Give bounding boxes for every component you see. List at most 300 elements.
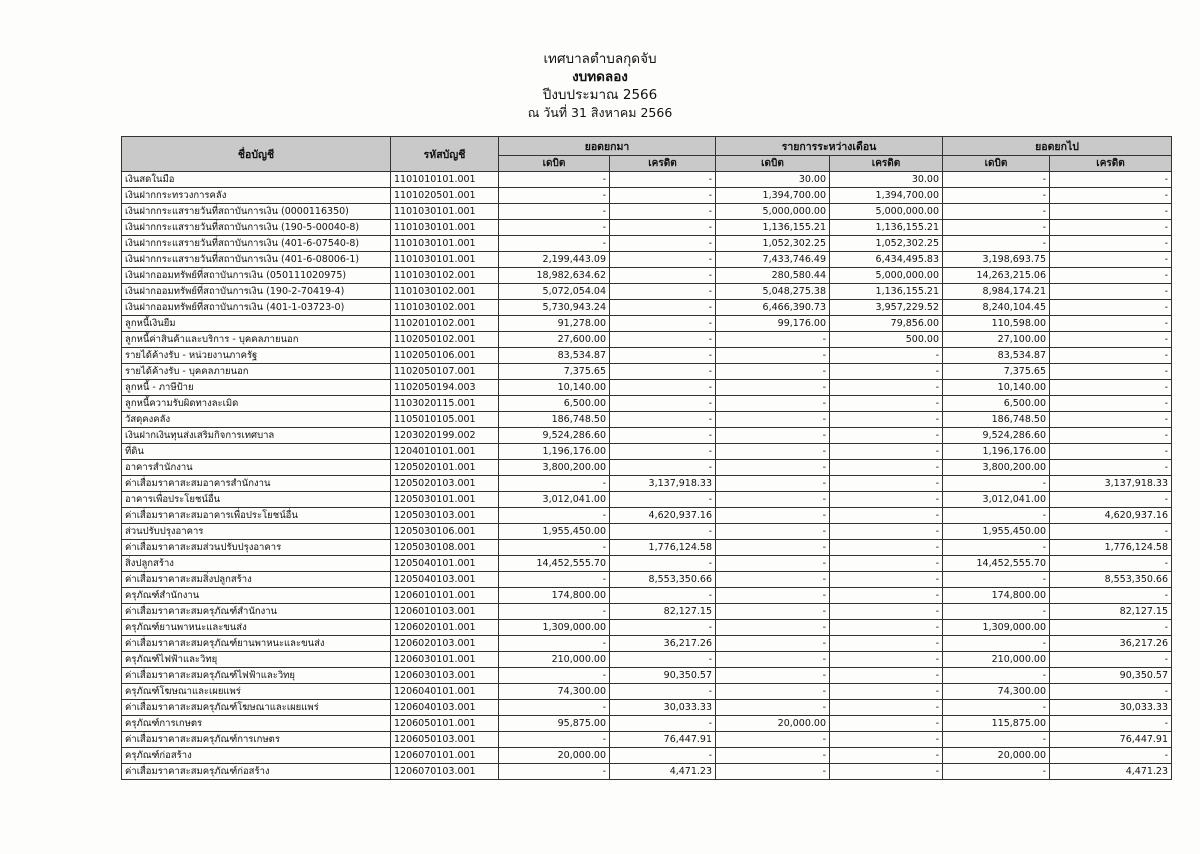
account-name-cell: ส่วนปรับปรุงอาคาร (122, 524, 391, 540)
month-debit-cell: - (716, 524, 830, 540)
account-name-cell: ลูกหนี้เงินยืม (122, 316, 391, 332)
account-name-cell: เงินฝากกระแสรายวันที่สถาบันการเงิน (0000116350) (122, 204, 391, 220)
header-during-month: รายการระหว่างเดือน (716, 137, 943, 156)
month-debit-cell: - (716, 684, 830, 700)
bf-debit-cell: 1,955,450.00 (499, 524, 610, 540)
month-debit-cell: - (716, 364, 830, 380)
table-row (122, 732, 1172, 748)
bf-credit-cell: - (610, 380, 716, 396)
header-bf-credit: เครดิต (610, 156, 716, 172)
table-row (122, 268, 1172, 284)
bf-debit-cell: - (499, 220, 610, 236)
bf-credit-cell: - (610, 268, 716, 284)
table-row (122, 508, 1172, 524)
account-name-cell: ลูกหนี้ - ภาษีป้าย (122, 380, 391, 396)
month-credit-cell: - (830, 572, 943, 588)
bf-credit-cell: - (610, 556, 716, 572)
account-code-cell: 1205030106.001 (391, 524, 499, 540)
month-debit-cell: - (716, 396, 830, 412)
cf-credit-cell: - (1050, 716, 1172, 732)
month-credit-cell: - (830, 700, 943, 716)
cf-debit-cell: - (943, 172, 1050, 188)
bf-debit-cell: - (499, 636, 610, 652)
cf-credit-cell: - (1050, 252, 1172, 268)
cf-debit-cell: 186,748.50 (943, 412, 1050, 428)
table-body (122, 172, 1172, 780)
account-name-cell: ค่าเสื่อมราคาสะสมสิ่งปลูกสร้าง (122, 572, 391, 588)
account-name-cell: ครุภัณฑ์การเกษตร (122, 716, 391, 732)
account-name-cell: เงินฝากกระทรวงการคลัง (122, 188, 391, 204)
month-credit-cell: 3,957,229.52 (830, 300, 943, 316)
month-debit-cell: - (716, 332, 830, 348)
table-row (122, 252, 1172, 268)
month-debit-cell: - (716, 764, 830, 780)
bf-credit-cell: - (610, 588, 716, 604)
bf-debit-cell: - (499, 668, 610, 684)
cf-credit-cell: - (1050, 588, 1172, 604)
cf-debit-cell: - (943, 188, 1050, 204)
month-credit-cell: 1,136,155.21 (830, 220, 943, 236)
month-debit-cell: - (716, 572, 830, 588)
table-row (122, 444, 1172, 460)
account-name-cell: สิ่งปลูกสร้าง (122, 556, 391, 572)
month-credit-cell: - (830, 476, 943, 492)
bf-debit-cell: - (499, 764, 610, 780)
account-code-cell: 1206070103.001 (391, 764, 499, 780)
table-row (122, 572, 1172, 588)
bf-debit-cell: 7,375.65 (499, 364, 610, 380)
cf-debit-cell: 7,375.65 (943, 364, 1050, 380)
month-debit-cell: - (716, 428, 830, 444)
account-name-cell: เงินฝากออมทรัพย์ที่สถาบันการเงิน (190-2-70419-4) (122, 284, 391, 300)
table-row (122, 380, 1172, 396)
bf-credit-cell: - (610, 188, 716, 204)
cf-debit-cell: 74,300.00 (943, 684, 1050, 700)
bf-credit-cell: 4,471.23 (610, 764, 716, 780)
bf-debit-cell: - (499, 508, 610, 524)
bf-debit-cell: 5,072,054.04 (499, 284, 610, 300)
month-debit-cell: - (716, 412, 830, 428)
bf-debit-cell: 1,196,176.00 (499, 444, 610, 460)
account-name-cell: เงินฝากกระแสรายวันที่สถาบันการเงิน (190-5-00040-8) (122, 220, 391, 236)
month-credit-cell: - (830, 348, 943, 364)
table-row (122, 652, 1172, 668)
cf-debit-cell: 6,500.00 (943, 396, 1050, 412)
table-row (122, 748, 1172, 764)
account-code-cell: 1206040101.001 (391, 684, 499, 700)
month-credit-cell: - (830, 428, 943, 444)
cf-debit-cell: - (943, 236, 1050, 252)
cf-debit-cell: - (943, 540, 1050, 556)
bf-credit-cell: 76,447.91 (610, 732, 716, 748)
bf-debit-cell: - (499, 204, 610, 220)
table-row (122, 540, 1172, 556)
table-row (122, 428, 1172, 444)
account-name-cell: ค่าเสื่อมราคาสะสมครุภัณฑ์ยานพาหนะและขนส่ง (122, 636, 391, 652)
bf-debit-cell: 74,300.00 (499, 684, 610, 700)
month-debit-cell: - (716, 620, 830, 636)
bf-debit-cell: 20,000.00 (499, 748, 610, 764)
table-row (122, 492, 1172, 508)
month-debit-cell: 5,048,275.38 (716, 284, 830, 300)
month-debit-cell: - (716, 492, 830, 508)
header-account-name: ชื่อบัญชี (122, 137, 391, 172)
month-debit-cell: - (716, 700, 830, 716)
month-credit-cell: - (830, 748, 943, 764)
cf-debit-cell: 115,875.00 (943, 716, 1050, 732)
bf-credit-cell: - (610, 348, 716, 364)
account-code-cell: 1101030101.001 (391, 204, 499, 220)
table-row (122, 684, 1172, 700)
account-code-cell: 1101030101.001 (391, 252, 499, 268)
bf-credit-cell: - (610, 396, 716, 412)
month-debit-cell: - (716, 652, 830, 668)
cf-debit-cell: 8,240,104.45 (943, 300, 1050, 316)
month-credit-cell: - (830, 540, 943, 556)
header-brought-forward: ยอดยกมา (499, 137, 716, 156)
account-code-cell: 1206050103.001 (391, 732, 499, 748)
month-debit-cell: - (716, 444, 830, 460)
cf-credit-cell: 82,127.15 (1050, 604, 1172, 620)
table-row (122, 332, 1172, 348)
account-name-cell: ค่าเสื่อมราคาสะสมอาคารเพื่อประโยชน์อื่น (122, 508, 391, 524)
header-row-groups (122, 137, 1172, 156)
table-row (122, 236, 1172, 252)
account-code-cell: 1206030101.001 (391, 652, 499, 668)
account-code-cell: 1105010105.001 (391, 412, 499, 428)
report-header (0, 50, 1200, 122)
month-credit-cell: - (830, 684, 943, 700)
month-credit-cell: - (830, 764, 943, 780)
month-credit-cell: 1,394,700.00 (830, 188, 943, 204)
month-debit-cell: 30.00 (716, 172, 830, 188)
month-credit-cell: 5,000,000.00 (830, 268, 943, 284)
table-row (122, 460, 1172, 476)
month-credit-cell: 5,000,000.00 (830, 204, 943, 220)
bf-debit-cell: - (499, 476, 610, 492)
document-title: งบทดลอง (572, 69, 628, 85)
cf-credit-cell: - (1050, 220, 1172, 236)
bf-debit-cell: 3,800,200.00 (499, 460, 610, 476)
month-credit-cell: - (830, 604, 943, 620)
account-name-cell: ค่าเสื่อมราคาสะสมครุภัณฑ์ไฟฟ้าและวิทยุ (122, 668, 391, 684)
table-row (122, 588, 1172, 604)
month-debit-cell: 99,176.00 (716, 316, 830, 332)
bf-credit-cell: 1,776,124.58 (610, 540, 716, 556)
bf-debit-cell: 18,982,634.62 (499, 268, 610, 284)
month-debit-cell: - (716, 460, 830, 476)
bf-debit-cell: 91,278.00 (499, 316, 610, 332)
cf-credit-cell: 8,553,350.66 (1050, 572, 1172, 588)
cf-credit-cell: 90,350.57 (1050, 668, 1172, 684)
cf-debit-cell: 14,452,555.70 (943, 556, 1050, 572)
month-debit-cell: - (716, 540, 830, 556)
account-name-cell: ค่าเสื่อมราคาสะสมครุภัณฑ์การเกษตร (122, 732, 391, 748)
cf-debit-cell: - (943, 604, 1050, 620)
account-code-cell: 1206070101.001 (391, 748, 499, 764)
cf-credit-cell: - (1050, 428, 1172, 444)
bf-debit-cell: 186,748.50 (499, 412, 610, 428)
cf-credit-cell: - (1050, 444, 1172, 460)
table-row (122, 620, 1172, 636)
account-name-cell: ค่าเสื่อมราคาสะสมอาคารสำนักงาน (122, 476, 391, 492)
cf-debit-cell: - (943, 572, 1050, 588)
cf-debit-cell: - (943, 636, 1050, 652)
cf-credit-cell: - (1050, 556, 1172, 572)
account-code-cell: 1103020115.001 (391, 396, 499, 412)
bf-credit-cell: 36,217.26 (610, 636, 716, 652)
cf-credit-cell: 4,620,937.16 (1050, 508, 1172, 524)
account-name-cell: ครุภัณฑ์สำนักงาน (122, 588, 391, 604)
fiscal-year: ปีงบประมาณ 2566 (542, 87, 658, 103)
cf-credit-cell: - (1050, 620, 1172, 636)
bf-debit-cell: 210,000.00 (499, 652, 610, 668)
table-row (122, 636, 1172, 652)
cf-credit-cell: 36,217.26 (1050, 636, 1172, 652)
month-credit-cell: 1,052,302.25 (830, 236, 943, 252)
cf-credit-cell: - (1050, 380, 1172, 396)
account-name-cell: ที่ดิน (122, 444, 391, 460)
cf-debit-cell: 1,196,176.00 (943, 444, 1050, 460)
bf-credit-cell: - (610, 620, 716, 636)
bf-credit-cell: - (610, 412, 716, 428)
month-credit-cell: - (830, 716, 943, 732)
cf-debit-cell: 3,198,693.75 (943, 252, 1050, 268)
account-code-cell: 1206030103.001 (391, 668, 499, 684)
header-carried-forward: ยอดยกไป (943, 137, 1172, 156)
bf-credit-cell: - (610, 444, 716, 460)
cf-debit-cell: 9,524,286.60 (943, 428, 1050, 444)
account-code-cell: 1205020101.001 (391, 460, 499, 476)
bf-credit-cell: - (610, 204, 716, 220)
account-code-cell: 1101030101.001 (391, 236, 499, 252)
account-code-cell: 1206010103.001 (391, 604, 499, 620)
table-row (122, 396, 1172, 412)
account-code-cell: 1203020199.002 (391, 428, 499, 444)
cf-credit-cell: 30,033.33 (1050, 700, 1172, 716)
account-name-cell: ครุภัณฑ์โฆษณาและเผยแพร่ (122, 684, 391, 700)
account-code-cell: 1102050102.001 (391, 332, 499, 348)
bf-credit-cell: - (610, 220, 716, 236)
bf-debit-cell: 174,800.00 (499, 588, 610, 604)
account-code-cell: 1206050101.001 (391, 716, 499, 732)
bf-debit-cell: - (499, 188, 610, 204)
cf-credit-cell: - (1050, 748, 1172, 764)
month-credit-cell: - (830, 364, 943, 380)
month-debit-cell: - (716, 348, 830, 364)
cf-debit-cell: - (943, 220, 1050, 236)
bf-credit-cell: 8,553,350.66 (610, 572, 716, 588)
bf-credit-cell: - (610, 332, 716, 348)
header-cf-credit: เครดิต (1050, 156, 1172, 172)
bf-debit-cell: - (499, 700, 610, 716)
month-credit-cell: 30.00 (830, 172, 943, 188)
account-code-cell: 1101030101.001 (391, 220, 499, 236)
month-credit-cell: - (830, 620, 943, 636)
month-debit-cell: 1,136,155.21 (716, 220, 830, 236)
account-name-cell: วัสดุคงคลัง (122, 412, 391, 428)
cf-debit-cell: - (943, 668, 1050, 684)
cf-debit-cell: - (943, 508, 1050, 524)
month-credit-cell: - (830, 396, 943, 412)
account-name-cell: ค่าเสื่อมราคาสะสมครุภัณฑ์ก่อสร้าง (122, 764, 391, 780)
cf-debit-cell: - (943, 476, 1050, 492)
month-credit-cell: - (830, 412, 943, 428)
account-code-cell: 1204010101.001 (391, 444, 499, 460)
account-code-cell: 1102050106.001 (391, 348, 499, 364)
account-name-cell: ลูกหนี้ความรับผิดทางละเมิด (122, 396, 391, 412)
month-debit-cell: - (716, 732, 830, 748)
cf-credit-cell: - (1050, 396, 1172, 412)
table-row (122, 716, 1172, 732)
account-code-cell: 1206040103.001 (391, 700, 499, 716)
table-row (122, 476, 1172, 492)
account-name-cell: ครุภัณฑ์ไฟฟ้าและวิทยุ (122, 652, 391, 668)
cf-debit-cell: 1,309,000.00 (943, 620, 1050, 636)
account-name-cell: ครุภัณฑ์ก่อสร้าง (122, 748, 391, 764)
bf-credit-cell: 3,137,918.33 (610, 476, 716, 492)
month-debit-cell: 1,394,700.00 (716, 188, 830, 204)
month-debit-cell: - (716, 556, 830, 572)
month-credit-cell: - (830, 380, 943, 396)
bf-credit-cell: - (610, 172, 716, 188)
bf-credit-cell: - (610, 492, 716, 508)
bf-credit-cell: - (610, 748, 716, 764)
cf-credit-cell: - (1050, 524, 1172, 540)
account-code-cell: 1206010101.001 (391, 588, 499, 604)
month-credit-cell: - (830, 556, 943, 572)
bf-credit-cell: 82,127.15 (610, 604, 716, 620)
bf-credit-cell: 90,350.57 (610, 668, 716, 684)
cf-debit-cell: 27,100.00 (943, 332, 1050, 348)
table-row (122, 524, 1172, 540)
cf-debit-cell: - (943, 764, 1050, 780)
month-debit-cell: - (716, 508, 830, 524)
bf-debit-cell: - (499, 732, 610, 748)
cf-credit-cell: - (1050, 348, 1172, 364)
account-name-cell: ลูกหนี้ค่าสินค้าและบริการ - บุคคลภายนอก (122, 332, 391, 348)
month-debit-cell: 6,466,390.73 (716, 300, 830, 316)
month-debit-cell: - (716, 604, 830, 620)
organization-name: เทศบาลตำบลกุดจับ (543, 51, 657, 67)
cf-debit-cell: 83,534.87 (943, 348, 1050, 364)
bf-credit-cell: - (610, 428, 716, 444)
month-debit-cell: - (716, 476, 830, 492)
table-row (122, 348, 1172, 364)
account-code-cell: 1101030102.001 (391, 300, 499, 316)
header-cf-debit: เดบิต (943, 156, 1050, 172)
table-row (122, 668, 1172, 684)
month-credit-cell: - (830, 636, 943, 652)
account-name-cell: ค่าเสื่อมราคาสะสมส่วนปรับปรุงอาคาร (122, 540, 391, 556)
month-debit-cell: - (716, 636, 830, 652)
month-debit-cell: 5,000,000.00 (716, 204, 830, 220)
bf-debit-cell: 3,012,041.00 (499, 492, 610, 508)
header-account-code: รหัสบัญชี (391, 137, 499, 172)
cf-debit-cell: - (943, 732, 1050, 748)
month-credit-cell: - (830, 668, 943, 684)
month-credit-cell: 1,136,155.21 (830, 284, 943, 300)
header-month-credit: เครดิต (830, 156, 943, 172)
bf-credit-cell: - (610, 652, 716, 668)
header-month-debit: เดบิต (716, 156, 830, 172)
cf-credit-cell: - (1050, 204, 1172, 220)
cf-debit-cell: 8,984,174.21 (943, 284, 1050, 300)
table-row (122, 556, 1172, 572)
table-row (122, 604, 1172, 620)
cf-credit-cell: - (1050, 460, 1172, 476)
cf-credit-cell: - (1050, 492, 1172, 508)
month-credit-cell: - (830, 460, 943, 476)
cf-credit-cell: - (1050, 236, 1172, 252)
account-code-cell: 1205030103.001 (391, 508, 499, 524)
account-code-cell: 1101020501.001 (391, 188, 499, 204)
bf-credit-cell: - (610, 300, 716, 316)
cf-credit-cell: - (1050, 684, 1172, 700)
account-code-cell: 1102050107.001 (391, 364, 499, 380)
cf-debit-cell: - (943, 700, 1050, 716)
account-name-cell: รายได้ค้างรับ - หน่วยงานภาครัฐ (122, 348, 391, 364)
cf-credit-cell: - (1050, 300, 1172, 316)
account-name-cell: เงินสดในมือ (122, 172, 391, 188)
account-name-cell: ค่าเสื่อมราคาสะสมครุภัณฑ์โฆษณาและเผยแพร่ (122, 700, 391, 716)
cf-debit-cell: 110,598.00 (943, 316, 1050, 332)
bf-debit-cell: - (499, 236, 610, 252)
bf-credit-cell: 4,620,937.16 (610, 508, 716, 524)
month-credit-cell: - (830, 444, 943, 460)
bf-debit-cell: 27,600.00 (499, 332, 610, 348)
bf-debit-cell: - (499, 604, 610, 620)
cf-credit-cell: - (1050, 652, 1172, 668)
bf-credit-cell: - (610, 460, 716, 476)
cf-credit-cell: - (1050, 332, 1172, 348)
bf-debit-cell: 9,524,286.60 (499, 428, 610, 444)
header-bf-debit: เดบิต (499, 156, 610, 172)
bf-debit-cell: - (499, 572, 610, 588)
month-debit-cell: 7,433,746.49 (716, 252, 830, 268)
cf-credit-cell: - (1050, 412, 1172, 428)
cf-debit-cell: 3,012,041.00 (943, 492, 1050, 508)
account-code-cell: 1205020103.001 (391, 476, 499, 492)
bf-debit-cell: 5,730,943.24 (499, 300, 610, 316)
account-code-cell: 1101030102.001 (391, 284, 499, 300)
month-debit-cell: - (716, 748, 830, 764)
table-row (122, 172, 1172, 188)
cf-credit-cell: - (1050, 364, 1172, 380)
month-credit-cell: 500.00 (830, 332, 943, 348)
account-code-cell: 1101030102.001 (391, 268, 499, 284)
cf-credit-cell: - (1050, 284, 1172, 300)
account-code-cell: 1205040101.001 (391, 556, 499, 572)
table-row (122, 204, 1172, 220)
account-name-cell: ค่าเสื่อมราคาสะสมครุภัณฑ์สำนักงาน (122, 604, 391, 620)
month-debit-cell: - (716, 380, 830, 396)
cf-debit-cell: 20,000.00 (943, 748, 1050, 764)
bf-debit-cell: 6,500.00 (499, 396, 610, 412)
bf-credit-cell: - (610, 284, 716, 300)
account-code-cell: 1205040103.001 (391, 572, 499, 588)
cf-debit-cell: 14,263,215.06 (943, 268, 1050, 284)
bf-credit-cell: - (610, 684, 716, 700)
account-name-cell: อาคารสำนักงาน (122, 460, 391, 476)
bf-debit-cell: 10,140.00 (499, 380, 610, 396)
bf-credit-cell: - (610, 252, 716, 268)
account-code-cell: 1205030108.001 (391, 540, 499, 556)
cf-debit-cell: 3,800,200.00 (943, 460, 1050, 476)
as-of-date: ณ วันที่ 31 สิงหาคม 2566 (527, 105, 673, 120)
month-credit-cell: - (830, 652, 943, 668)
month-debit-cell: - (716, 668, 830, 684)
